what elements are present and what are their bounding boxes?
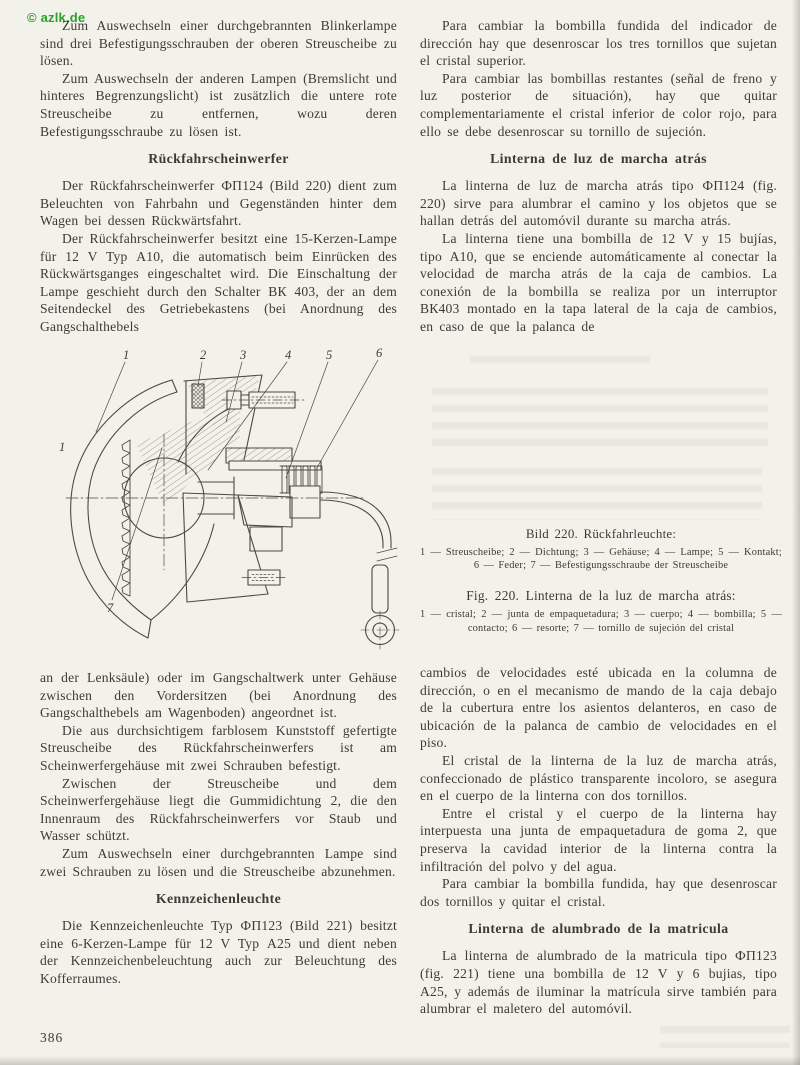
part-label-5: 5 bbox=[326, 348, 333, 362]
caption-title-german: Bild 220. Rückfahrleuchte: bbox=[525, 526, 677, 541]
paragraph: an der Lenksäule) oder im Gangschaltwerk unter Gehäuse zwischen den Vordersitzen (bei Anordnung des Gangschalthebels am Wagenboden) angeordnet ist. bbox=[40, 670, 397, 721]
gasket-section bbox=[192, 384, 204, 408]
paragraph: La linterna de alumbrado de la matricula tipo ФП123 (fig. 221) tiene una bombilla de 12 V y 6 bujias, tipo А25, y además de iluminar la matrícula sirve también para alumbrar el maletero del automóvil. bbox=[420, 948, 777, 1017]
reversing-light-diagram bbox=[46, 346, 426, 668]
german-column-bottom bbox=[40, 669, 397, 988]
housing-rear-step bbox=[250, 527, 282, 551]
paragraph: El cristal de la linterna de la luz de marcha atrás, confeccionado de plástico transparente incoloro, se asegura en el cuerpo de la linterna con dos tornillos. bbox=[420, 752, 777, 804]
part-label-7: 7 bbox=[107, 601, 114, 615]
section-heading-kennzeichenleuchte: Kennzeichenleuchte bbox=[155, 891, 282, 907]
paragraph: Para cambiar las bombillas restantes (señal de freno y luz posterior de situación), hay que quitar complementariamente el cristal inferior de color rojo, para ello se debe desenroscar su tornillo de sujeción. bbox=[420, 70, 777, 139]
part-label-1: 1 bbox=[123, 348, 130, 362]
housing-lower-trapezoid bbox=[183, 493, 268, 602]
part-label-6: 6 bbox=[376, 346, 383, 360]
lens-outer-curve bbox=[71, 380, 172, 638]
cable bbox=[320, 492, 391, 548]
paragraph: Zum Auswechseln einer durchgebrannten Lampe sind zwei Schrauben zu lösen und die Streuscheibe abzunehmen. bbox=[40, 845, 397, 879]
section-heading-linterna-marcha-atras: Linterna de luz de marcha atrás bbox=[490, 151, 707, 167]
site-watermark: © azlk.de bbox=[27, 10, 86, 25]
cable-break-marks bbox=[377, 548, 397, 561]
connector-body bbox=[290, 486, 320, 518]
figure-bild-220 bbox=[46, 346, 426, 668]
bleed-through-artifact bbox=[432, 388, 768, 454]
part-label-4: 4 bbox=[285, 348, 292, 362]
paragraph: Zum Auswechseln einer durchgebrannten Blinkerlampe sind drei Befestigungsschrauben der oberen Streuscheibe zu lösen. bbox=[40, 18, 397, 69]
reflector-lower-edge bbox=[151, 524, 214, 620]
spanish-column-bottom bbox=[420, 664, 777, 1018]
caption-legend-spanish: 1 — cristal; 2 — junta de empaquetadura; 3 — cuerpo; 4 — bombilla; 5 — contacto; 6 — resorte; 7 — tornillo de sujeción del cristal bbox=[420, 609, 782, 634]
paragraph: Der Rückfahrscheinwerfer ФП124 (Bild 220) dient zum Beleuchten von Fahrbahn und Gegenständen hinter dem Wagen bei dessen Rückwärtsfahrt. bbox=[40, 178, 397, 229]
paragraph: Der Rückfahrscheinwerfer besitzt eine 15-Kerzen-Lampe für 12 V Typ А10, die automatisch beim Einrücken des Rückwärtsganges eingeschaltet wird. Die Einschaltung der Lampe geschieht durch den Schalter ВК 403, der an dem Seitendeckel des Getriebekastens (bei Anordnung des Gangschalthebels bbox=[40, 230, 397, 334]
paragraph: Entre el cristal y el cuerpo de la linterna hay interpuesta una junta de empaquetadura de goma 2, que preserva la cavidad interior de la linterna contra la infiltración del polvo y del agua. bbox=[420, 805, 777, 874]
scan-edge-shadow-right bbox=[792, 0, 800, 1065]
paragraph: Die aus durchsichtigem farblosem Kunststoff gefertigte Streuscheibe des Rückfahrscheinwerfers ist am Scheinwerfergehäuse mit zwei Schrauben befestigt. bbox=[40, 722, 397, 773]
paragraph: Para cambiar la bombilla fundida, hay que desenroscar dos tornillos y quitar el cristal. bbox=[420, 876, 777, 909]
mounting-bolt-bottom bbox=[242, 570, 288, 585]
paragraph: Die Kennzeichenleuchte Typ ФП123 (Bild 221) besitzt eine 6-Kerzen-Lampe für 12 V Typ А25 und dient neben der Kennzeichenbeleuchtung auch zur Beleuchtung des Kofferraumes. bbox=[40, 918, 397, 986]
bleed-through-artifact bbox=[470, 356, 650, 370]
paragraph: Zum Auswechseln der anderen Lampen (Bremslicht und hinteres Begrenzungslicht) ist zusätzlich die untere rote Streuscheibe zu entfernen, wozu deren Befestigungsschraube zu lösen ist. bbox=[40, 70, 397, 139]
paragraph: La linterna de luz de marcha atrás tipo ФП124 (fig. 220) sirve para alumbrar el camino y los objetos que se hallan detrás del automóvil durante su marcha atrás. bbox=[420, 178, 777, 229]
figure-captions bbox=[414, 526, 788, 635]
page-number: 386 bbox=[40, 1030, 64, 1045]
paragraph: Zwischen der Streuscheibe und dem Scheinwerfergehäuse liegt die Gummidichtung 2, die den Innenraum des Rückfahrscheinwerfers vor Staub und Wasser schützt. bbox=[40, 775, 397, 844]
paragraph: La linterna tiene una bombilla de 12 V y 15 bujías, tipo А10, que se enciende automáticamente al conectar la velocidad de marcha atrás de la caja de cambios. La conexión de la bombilla se realiza por un interruptor ВК403 montado en la tapa lateral de la caja de cambios, en caso de que la palanca de bbox=[420, 230, 777, 334]
part-label-2: 2 bbox=[200, 348, 207, 362]
paragraph: cambios de velocidades esté ubicada en la columna de dirección, o en el mecanismo de mando de la caja debajo de la cubertura entre los asientos delanteros, en caso de ubicación de la palanca de cambio de velocidades en el piso. bbox=[420, 665, 777, 751]
section-heading-rueckfahrscheinwerfer: Rückfahrscheinwerfer bbox=[148, 151, 289, 167]
part-label-1-side: 1 bbox=[59, 440, 66, 454]
contact-plate bbox=[229, 461, 321, 470]
spanish-column-top bbox=[420, 17, 777, 336]
scan-edge-shadow-bottom bbox=[0, 1056, 800, 1065]
german-column-top bbox=[40, 17, 397, 336]
mounting-screw-top bbox=[222, 391, 304, 409]
bleed-through-artifact bbox=[432, 468, 762, 520]
caption-legend-german: 1 — Streuscheibe; 2 — Dichtung; 3 — Gehäuse; 4 — Lampe; 5 — Kontakt; 6 — Feder; 7 — Befestigungsschraube der Streuscheibe bbox=[420, 547, 782, 572]
bleed-through-artifact bbox=[660, 1026, 790, 1048]
part-label-3: 3 bbox=[240, 348, 247, 362]
caption-title-spanish: Fig. 220. Linterna de la luz de marcha atrás: bbox=[466, 588, 736, 604]
paragraph: Para cambiar la bombilla fundida del indicador de dirección hay que desenroscar los tres tornillos que sujetan el cristal superior. bbox=[420, 18, 777, 69]
section-heading-linterna-matricula: Linterna de alumbrado de la matricula bbox=[468, 921, 729, 937]
terminal-barrel bbox=[372, 565, 388, 613]
